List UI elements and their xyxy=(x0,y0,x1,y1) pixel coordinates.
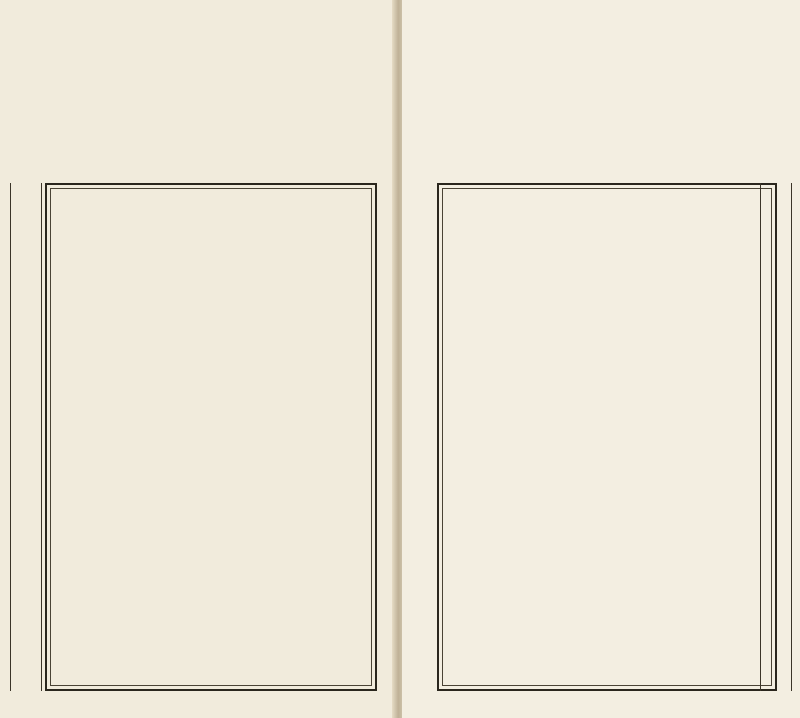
left-text-frame xyxy=(45,183,377,691)
right-text-frame xyxy=(437,183,777,691)
right-spine-strip xyxy=(760,183,792,691)
top-commentary xyxy=(30,112,335,182)
left-spine-strip xyxy=(10,183,42,691)
left-main-columns xyxy=(53,195,369,681)
right-page xyxy=(402,0,800,718)
left-page xyxy=(0,0,398,718)
right-main-columns xyxy=(445,195,769,681)
